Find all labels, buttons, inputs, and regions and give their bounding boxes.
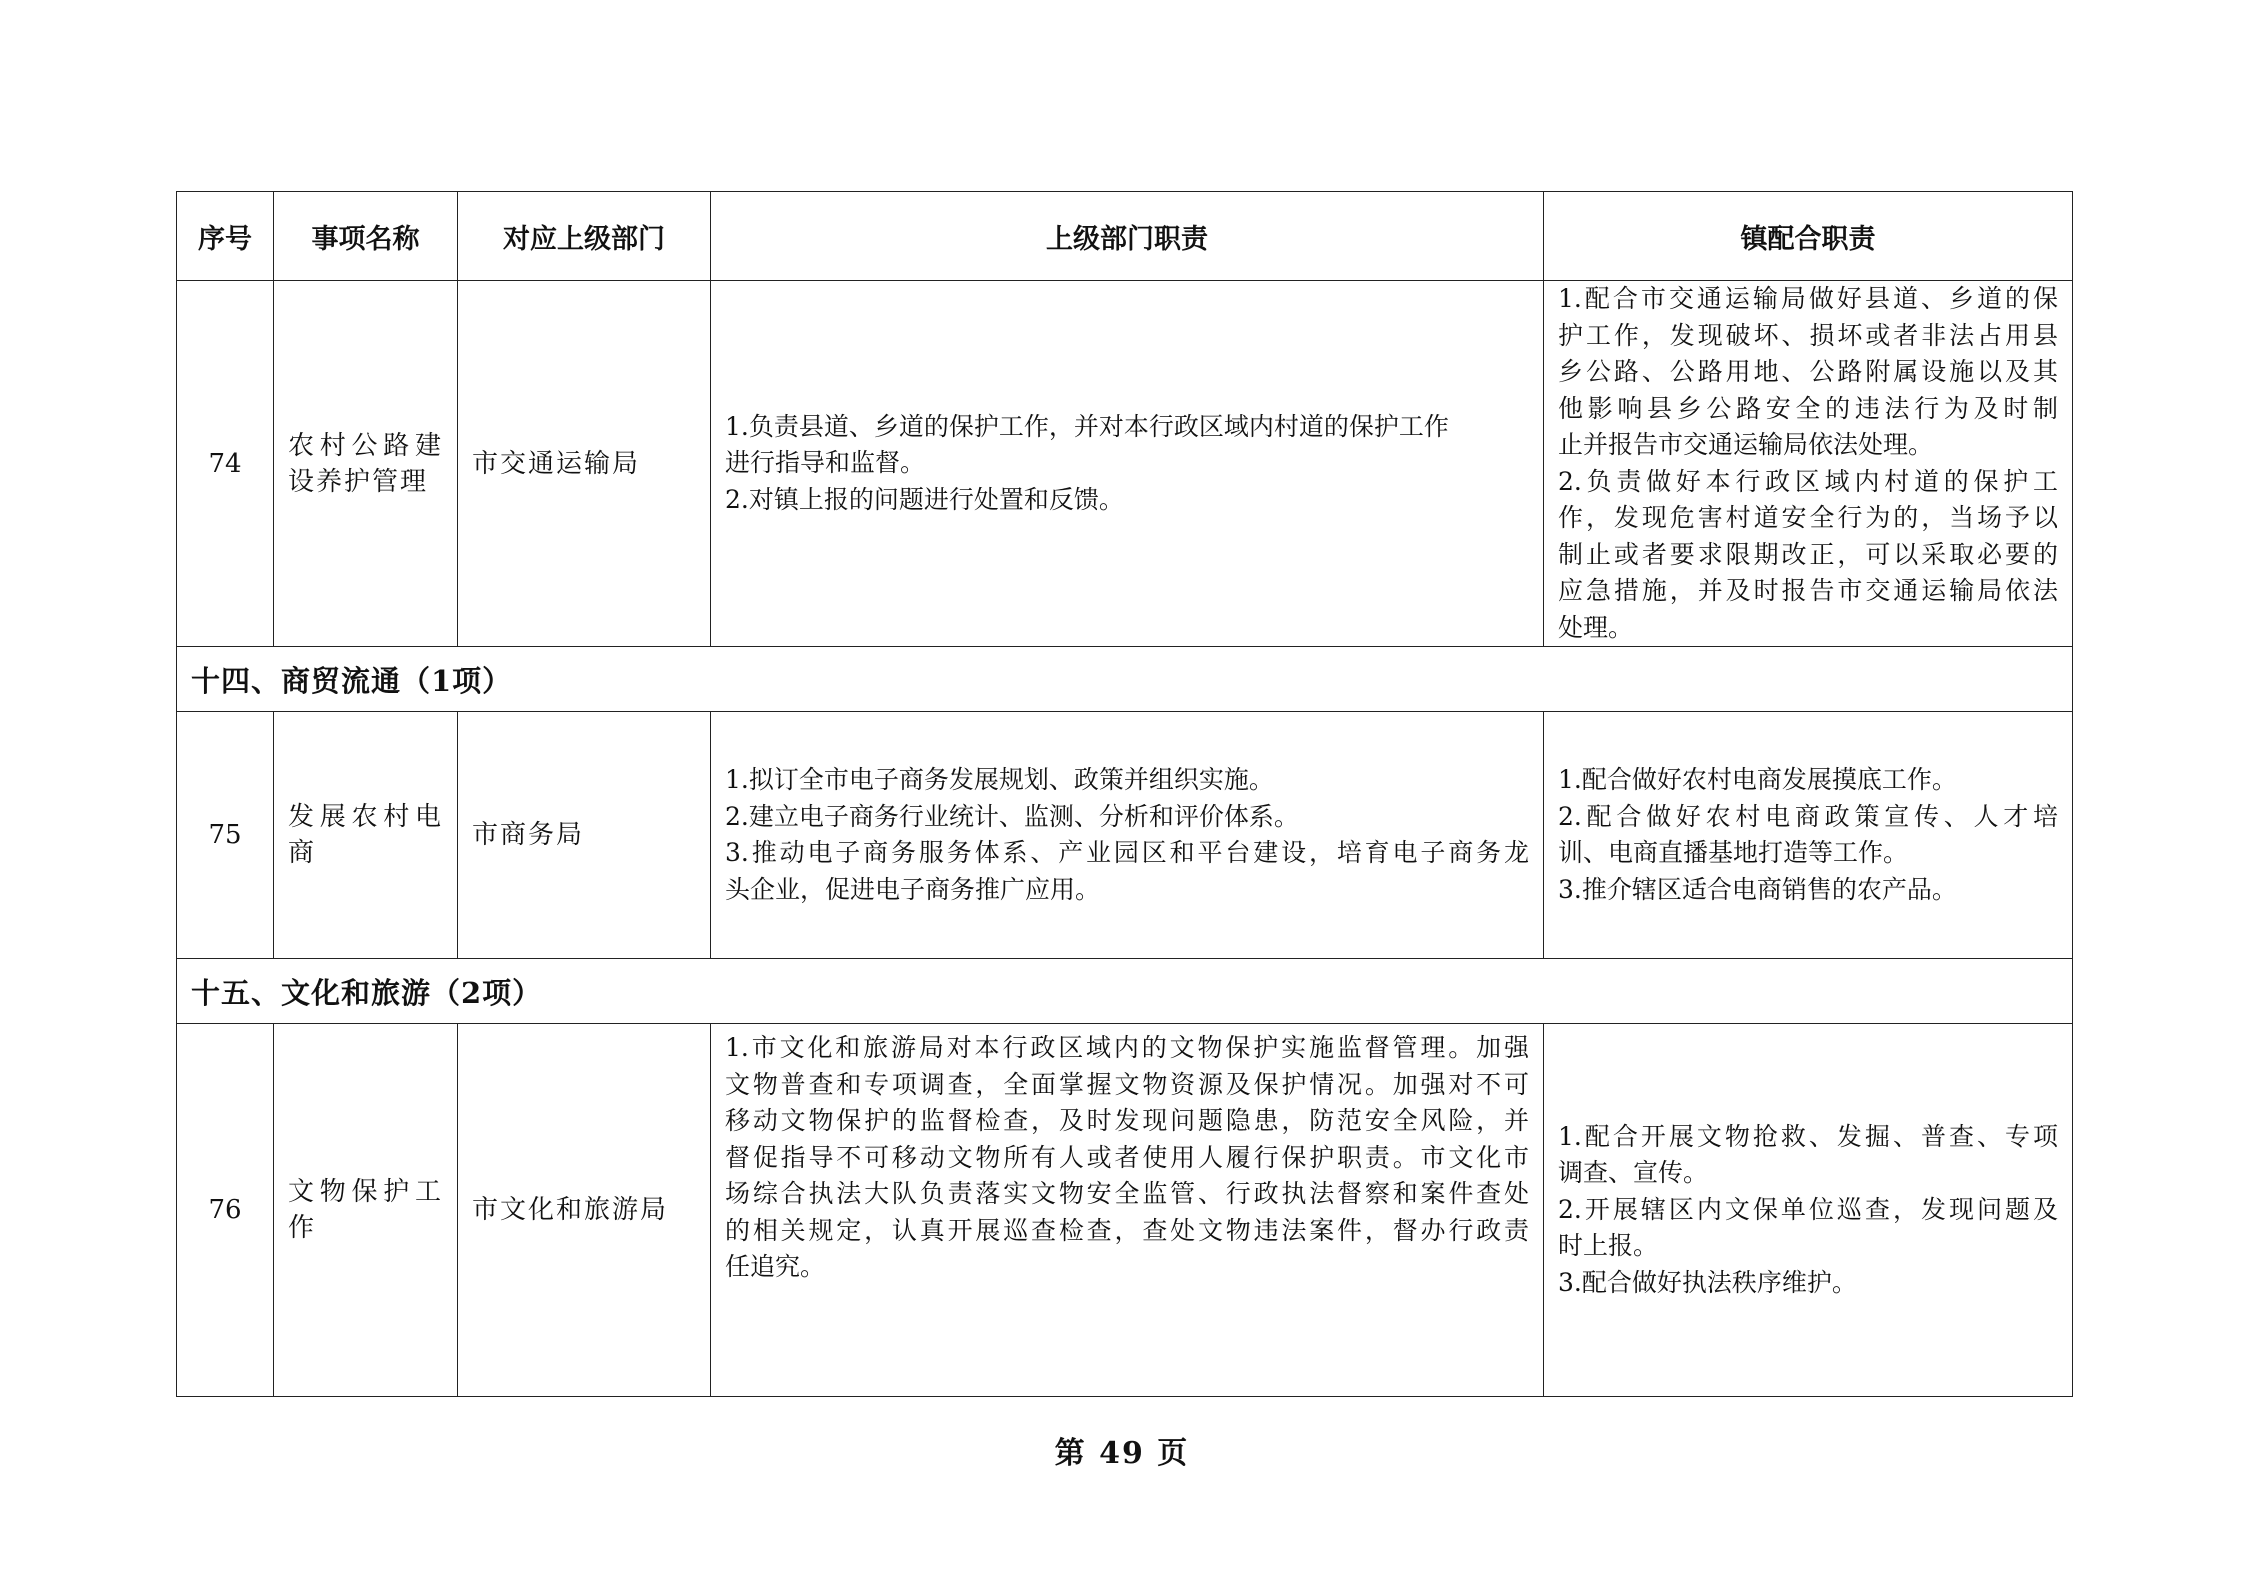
item-name-line: 农村公路建 [288,430,443,461]
section-row [177,647,2073,712]
coop-line: 应急措施，并及时报告市交通运输局依法 [1558,576,2058,605]
section-row [177,959,2073,1024]
row-number: 75 [177,712,274,959]
coop-line: 处理。 [1558,612,1634,642]
header-dept: 对应上级部门 [458,192,711,281]
department: 市商务局 [458,712,711,959]
item-name [274,281,458,647]
coop-line: 止并报告市交通运输局依法处理。 [1558,430,1934,459]
table-row [177,1024,2073,1397]
item-name [274,712,458,959]
item-name-line: 文物保护工 [288,1177,443,1207]
superior-duty [711,281,1544,647]
row-number: 76 [177,1024,274,1397]
coop-line: 时上报。 [1558,1231,1659,1261]
department: 市文化和旅游局 [458,1024,711,1397]
coop-line: 制止或者要求限期改正，可以采取必要的 [1558,539,2058,569]
header-num: 序号 [177,192,274,281]
town-coop-duty [1544,281,2073,647]
coop-line: 1.配合做好农村电商发展摸底工作。 [1558,765,1957,794]
header-duty: 上级部门职责 [711,192,1544,281]
superior-duty [711,1024,1544,1397]
coop-line: 作，发现危害村道安全行为的，当场予以 [1558,503,2058,532]
item-name-line: 设养护管理 [288,466,429,497]
duty-line: 任追究。 [725,1252,826,1281]
table-row [177,712,2073,959]
duty-line: 1.拟订全市电子商务发展规划、政策并组织实施。 [725,765,1274,794]
coop-line: 乡公路、公路用地、公路附属设施以及其 [1558,357,2058,386]
duty-line: 督促指导不可移动文物所有人或者使用人履行保护职责。市文化市 [725,1142,1529,1172]
row-number: 74 [177,281,274,647]
item-name [274,1024,458,1397]
duty-line: 文物普查和专项调查，全面掌握文物资源及保护情况。加强对不可 [725,1069,1529,1099]
coop-line: 1.配合开展文物抢救、发掘、普查、专项 [1558,1121,2058,1151]
duty-line: 场综合执法大队负责落实文物安全监管、行政执法督察和案件查处 [725,1179,1529,1208]
duty-line: 1.市文化和旅游局对本行政区域内的文物保护实施监督管理。加强 [725,1033,1529,1062]
coop-line: 他影响县乡公路安全的违法行为及时制 [1558,393,2058,423]
item-name-line: 作 [288,1213,317,1243]
coop-line: 2.配合做好农村电商政策宣传、人才培 [1558,801,2058,831]
duty-line: 2.对镇上报的问题进行处置和反馈。 [725,484,1124,514]
section-title: 十四、商贸流通（1项） [177,647,2073,712]
duty-line: 1.负责县道、乡道的保护工作，并对本行政区域内村道的保护工作 [725,411,1449,441]
duty-table [176,191,2073,1397]
coop-line: 调查、宣传。 [1558,1158,1709,1188]
item-name-line: 商 [288,838,317,868]
town-coop-duty [1544,1024,2073,1397]
table-header-row [177,192,2073,281]
item-name-line: 发展农村电 [288,802,443,832]
duty-line: 3.推动电子商务服务体系、产业园区和平台建设，培育电子商务龙 [725,838,1529,867]
section-title: 十五、文化和旅游（2项） [177,959,2073,1024]
header-name: 事项名称 [274,192,458,281]
coop-line: 2.开展辖区内文保单位巡查，发现问题及 [1558,1194,2058,1224]
town-coop-duty [1544,712,2073,959]
duty-line: 的相关规定，认真开展巡查检查，查处文物违法案件，督办行政责 [725,1215,1529,1245]
superior-duty [711,712,1544,959]
coop-line: 训、电商直播基地打造等工作。 [1558,838,1909,867]
table-row [177,281,2073,647]
page-number: 第 49 页 [1054,1436,1190,1471]
department: 市交通运输局 [458,281,711,647]
duty-line: 进行指导和监督。 [725,448,926,478]
coop-line: 1.配合市交通运输局做好县道、乡道的保 [1558,284,2058,313]
coop-line: 3.配合做好执法秩序维护。 [1558,1267,1857,1297]
coop-line: 3.推介辖区适合电商销售的农产品。 [1558,874,1957,904]
header-coop: 镇配合职责 [1544,192,2073,281]
coop-line: 护工作，发现破坏、损坏或者非法占用县 [1558,320,2058,350]
duty-line: 移动文物保护的监督检查，及时发现问题隐患，防范安全风险，并 [725,1106,1529,1135]
duty-line: 2.建立电子商务行业统计、监测、分析和评价体系。 [725,801,1299,831]
duty-line: 头企业，促进电子商务推广应用。 [725,874,1101,904]
coop-line: 2.负责做好本行政区域内村道的保护工 [1558,466,2058,496]
